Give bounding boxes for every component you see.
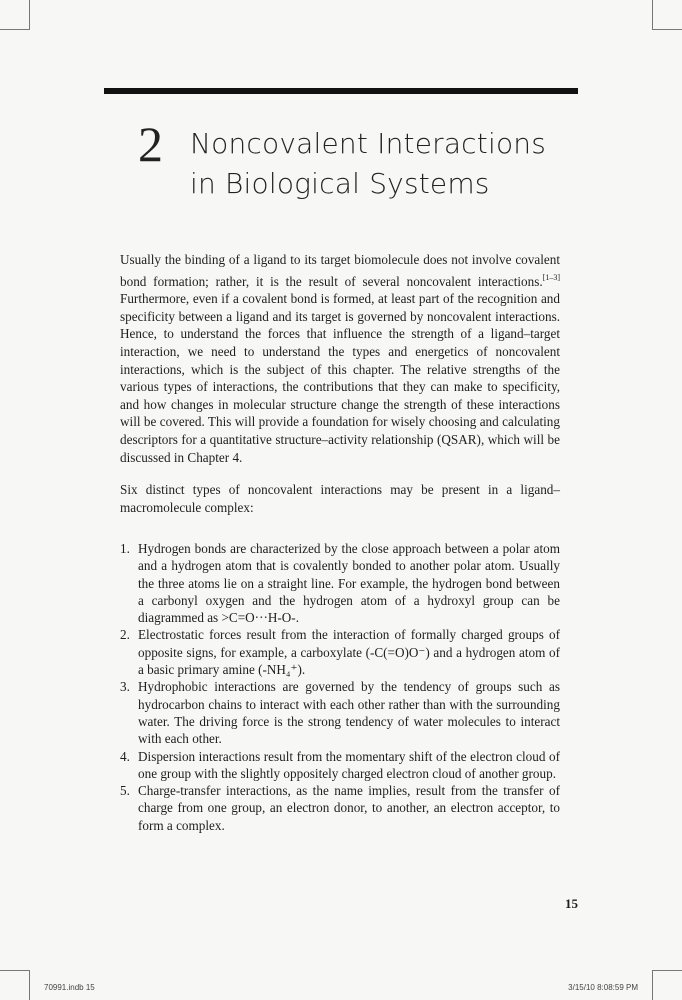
crop-mark bbox=[652, 29, 682, 30]
page-number: 15 bbox=[565, 896, 578, 911]
crop-mark bbox=[29, 970, 30, 1000]
crop-mark bbox=[652, 0, 653, 30]
intro-text-b: Furthermore, even if a covalent bond is formed, at least part of the recognition and specificity between a ligand and its target is governed by noncovalent interactions. Hence, to understand the forces that influence the strength of a ligand–target interaction, we need to understand the types and energetics of noncovalent interactions, which is the subject of this chapter. The relative strengths of the various types of interactions, the contributions that they can make to specificity, and how changes in molecular structure change the strength of these interactions will be covered. This will provide a foundation for wisely choosing and calculating descriptors for a quantitative structure–activity relationship (QSAR), which will be discussed in Chapter 4. bbox=[120, 291, 560, 465]
crop-mark bbox=[652, 970, 653, 1000]
footer-filename: 70991.indb 15 bbox=[44, 983, 95, 992]
footer-datetime: 3/15/10 8:08:59 PM bbox=[568, 983, 638, 992]
list-item: 5. Charge-transfer interactions, as the name implies, result from the transfer of charge from one group, an electron donor, to another, an electron acceptor, to form a complex. bbox=[120, 783, 560, 833]
list-item: 4. Dispersion interactions result from the momentary shift of the electron cloud of one group with the slightly oppositely charged electron cloud of another group. bbox=[120, 748, 560, 781]
list-intro-paragraph: Six distinct types of noncovalent interactions may be present in a ligand–macromolecule complex: bbox=[120, 482, 560, 515]
chapter-rule bbox=[104, 88, 578, 94]
interaction-types-list bbox=[120, 540, 560, 834]
intro-text-a: Usually the binding of a ligand to its target biomolecule does not involve covalent bond formation; rather, it is the result of several noncovalent interactions. bbox=[120, 252, 560, 289]
crop-mark bbox=[0, 29, 30, 30]
list-item: 2. Electrostatic forces result from the interaction of formally charged groups of opposite signs, for example, a carboxylate (-C(=O)O⁻) and a hydrogen atom of a basic primary amine (-NH₄⁺). bbox=[120, 627, 560, 678]
list-item: 3. Hydrophobic interactions are governed by the tendency of groups such as hydrocarbon chains to interact with each other rather than with the surrounding water. The driving force is the strong tendency of water molecules to interact with each other. bbox=[120, 679, 560, 747]
chapter-title bbox=[190, 124, 546, 204]
citation-ref: [1–3] bbox=[542, 272, 560, 282]
crop-mark bbox=[29, 0, 30, 30]
chapter-title-line-1: Noncovalent Interactions bbox=[190, 127, 547, 160]
crop-mark bbox=[652, 970, 682, 971]
intro-paragraph bbox=[120, 251, 560, 466]
chapter-title-line-2: in Biological Systems bbox=[190, 167, 490, 200]
chapter-number: 2 bbox=[138, 116, 163, 172]
list-item: 1. Hydrogen bonds are characterized by the close approach between a polar atom and a hydrogen atom that is covalently bonded to another polar atom. Usually the three atoms lie on a straight line. For example, the hydrogen bond between a carbonyl oxygen and the hydrogen atom of a hydroxyl group can be diagrammed as >C=O···H-O-. bbox=[120, 541, 560, 626]
crop-mark bbox=[0, 970, 30, 971]
